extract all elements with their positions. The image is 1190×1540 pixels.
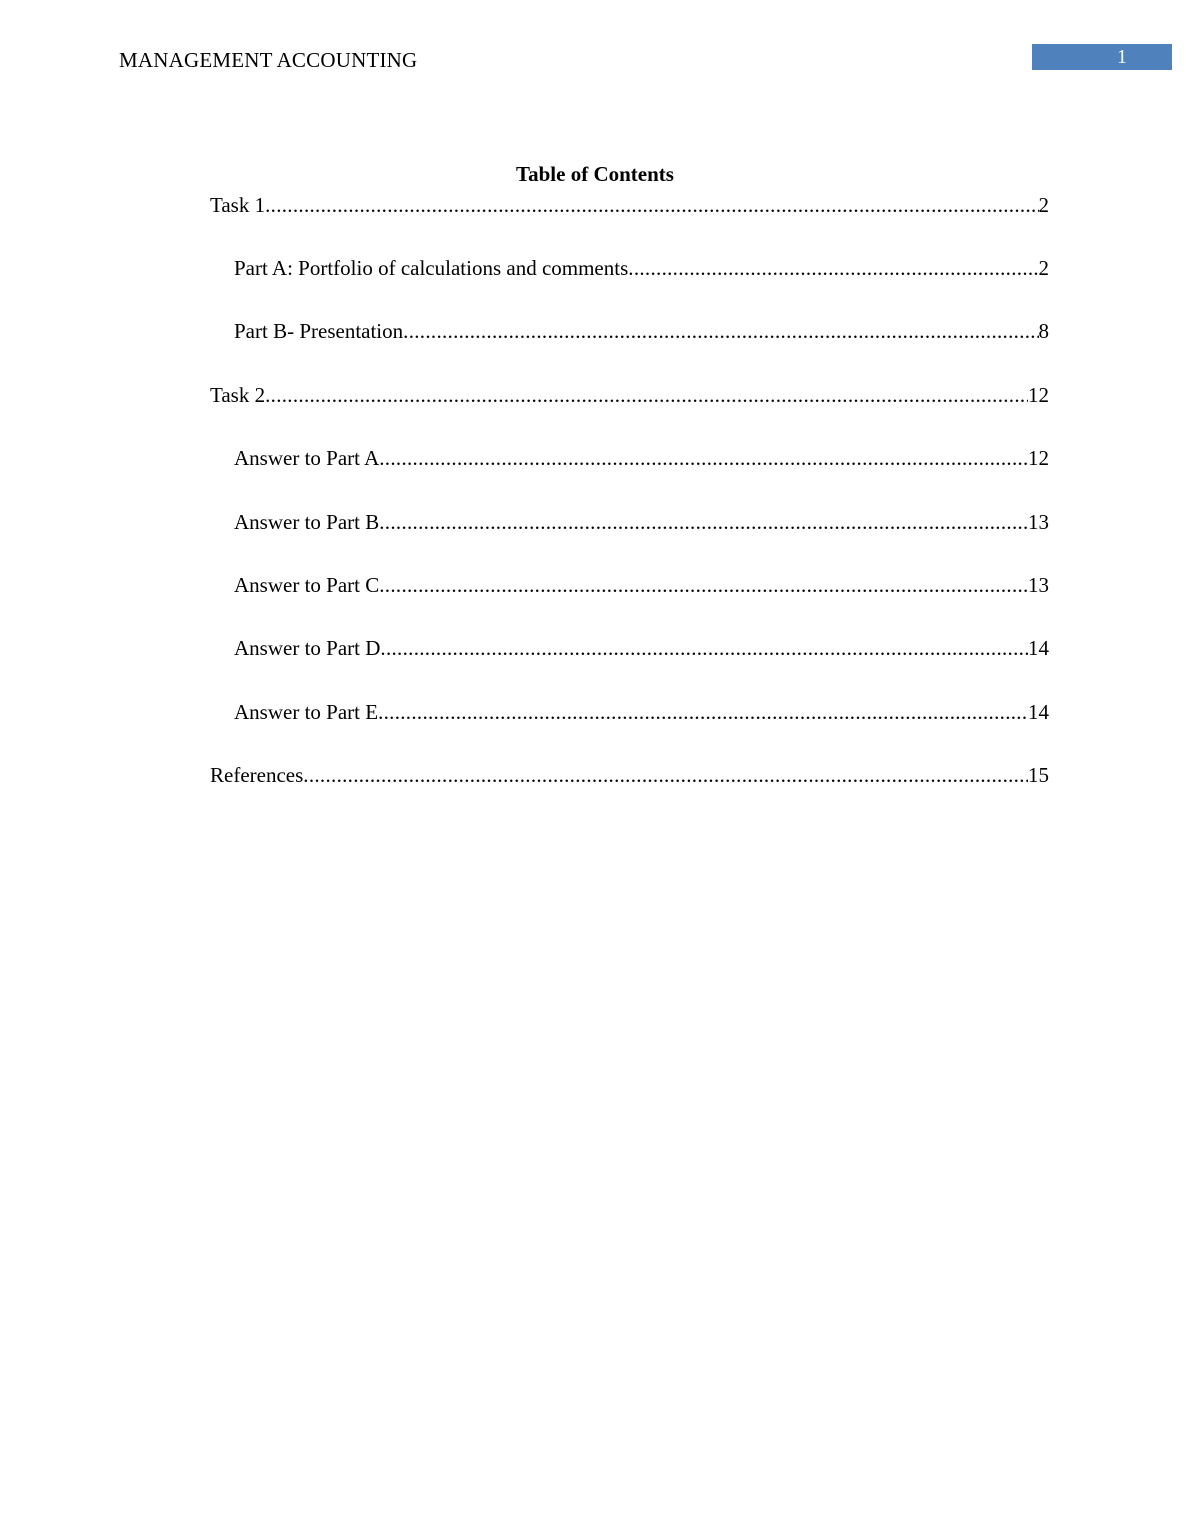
toc-entry-answer-c[interactable] <box>234 570 1049 600</box>
page-number: 1 <box>1117 46 1127 68</box>
toc-entry-part-a[interactable] <box>234 253 1049 283</box>
running-header-title: MANAGEMENT ACCOUNTING <box>119 48 418 72</box>
toc-dot-leader <box>379 443 1028 473</box>
toc-title: Table of Contents <box>516 162 674 186</box>
toc-dot-leader <box>265 190 1038 220</box>
toc-entry-label: Answer to Part D <box>234 636 381 660</box>
toc-entry-label: Answer to Part B <box>234 510 380 534</box>
toc-dot-leader <box>403 316 1038 346</box>
toc-entry-page: 12 <box>1028 383 1049 407</box>
toc-dot-leader <box>628 253 1038 283</box>
toc-entry-answer-b[interactable] <box>234 507 1049 537</box>
toc-dot-leader <box>380 633 1028 663</box>
toc-entry-answer-a[interactable] <box>234 443 1049 473</box>
toc-entry-label: Answer to Part C <box>234 573 380 597</box>
toc-entry-label: References <box>210 763 304 787</box>
page-number-badge <box>1032 44 1172 70</box>
toc-entry-answer-e[interactable] <box>234 697 1049 727</box>
toc-entry-page: 13 <box>1028 510 1049 534</box>
toc-entry-page: 15 <box>1028 763 1049 787</box>
toc-entry-references[interactable] <box>210 760 1049 790</box>
toc-entry-page: 12 <box>1028 446 1049 470</box>
toc-entry-answer-d[interactable] <box>234 633 1049 663</box>
toc-entry-label: Part A: Portfolio of calculations and comments <box>234 256 629 280</box>
toc-dot-leader <box>379 570 1028 600</box>
toc-entry-label: Part B- Presentation <box>234 319 404 343</box>
toc-entry-page: 14 <box>1028 700 1049 724</box>
toc-entry-page: 14 <box>1028 636 1049 660</box>
toc-entry-task-2[interactable] <box>210 380 1049 410</box>
toc-entry-page: 13 <box>1028 573 1049 597</box>
toc-entry-page: 8 <box>1038 319 1049 343</box>
toc-entry-label: Answer to Part A <box>234 446 380 470</box>
toc-entry-task-1[interactable] <box>210 190 1049 220</box>
toc-entry-page: 2 <box>1038 193 1049 217</box>
toc-entry-label: Answer to Part E <box>234 700 379 724</box>
toc-dot-leader <box>303 760 1028 790</box>
toc-dot-leader <box>379 507 1028 537</box>
toc-entry-label: Task 1 <box>210 193 266 217</box>
toc-dot-leader <box>378 697 1028 727</box>
toc-dot-leader <box>265 380 1028 410</box>
toc-entry-label: Task 2 <box>210 383 266 407</box>
toc-entry-part-b[interactable] <box>234 316 1049 346</box>
toc-entry-page: 2 <box>1038 256 1049 280</box>
